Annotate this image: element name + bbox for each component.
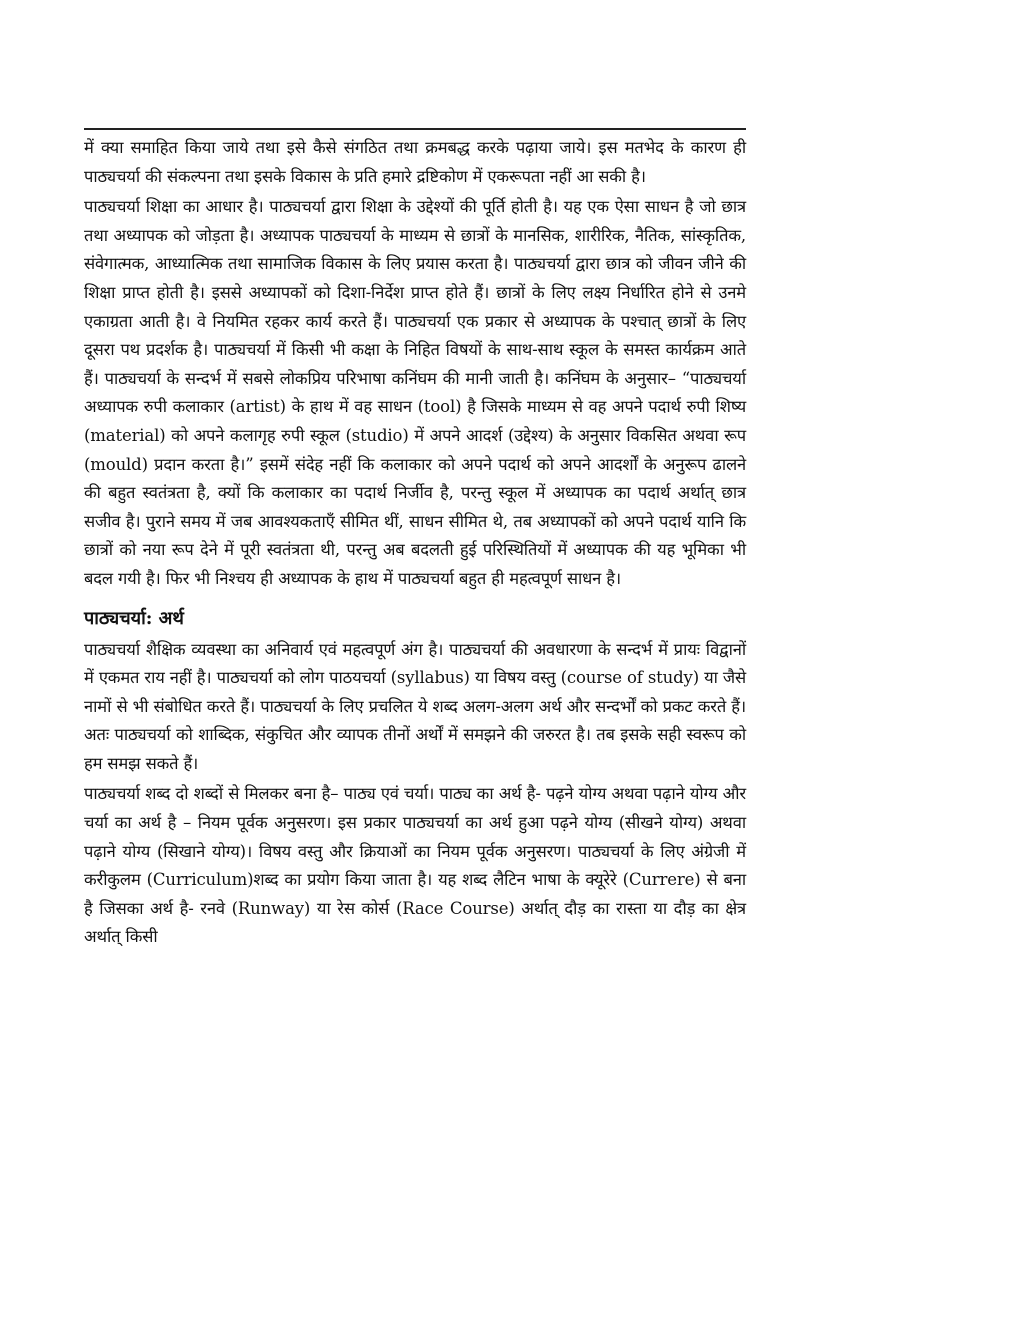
paragraph-meaning-1: पाठ्यचर्या शैक्षिक व्यवस्था का अनिवार्य एवं महत्वपूर्ण अंग है। पाठ्यचर्या की अवधारणा के सन्दर्भ में प्रायः विद्वानों में एकमत राय नहीं है। पाठ्यचर्या को लोग पाठयचर्या (syllabus) या विषय वस्तु (course of study) या जैसे नामों से भी संबोधित करते हैं। पाठ्यचर्या के लिए प्रचलित ये शब्द अलग-अलग अर्थ और सन्दर्भों को प्रकट करते हैं। अतः पाठ्यचर्या को शाब्दिक, संकुचित और व्यापक तीनों अर्थों में समझने की जरुरत है। तब इसके सही स्वरूप को हम समझ सकते हैं। [84,639,746,773]
section-heading-meaning: पाठ्यचर्या: अर्थ [84,607,184,629]
top-rule [84,128,746,130]
document-page [84,128,746,954]
paragraph-meaning-2: पाठ्यचर्या शब्द दो शब्दों से मिलकर बना है– पाठ्य एवं चर्या। पाठ्य का अर्थ है- पढ़ने योग्य अथवा पढ़ाने योग्य और चर्या का अर्थ है – नियम पूर्वक अनुसरण। इस प्रकार पाठ्यचर्या का अर्थ हुआ पढ़ने योग्य (सीखने योग्य) अथवा पढ़ाने योग्य (सिखाने योग्य)। विषय वस्तु और क्रियाओं का नियम पूर्वक अनुसरण। पाठ्यचर्या के लिए अंग्रेजी में करीकुलम (Curriculum)शब्द का प्रयोग किया जाता है। यह शब्द लैटिन भाषा के क्यूरेरे (Currere) से बना है जिसका अर्थ है- रनवे (Runway) या रेस कोर्स (Race Course) अर्थात् दौड़ का रास्ता या दौड़ का क्षेत्र अर्थात् किसी [84,784,746,947]
paragraph-importance: पाठ्यचर्या शिक्षा का आधार है। पाठ्यचर्या द्वारा शिक्षा के उद्देश्यों की पूर्ति होती है। यह एक ऐसा साधन है जो छात्र तथा अध्यापक को जोड़ता है। अध्यापक पाठ्यचर्या के माध्यम से छात्रों के मानसिक, शारीरिक, नैतिक, सांस्कृतिक, संवेगात्मक, आध्यात्मिक तथा सामाजिक विकास के लिए प्रयास करता है। पाठ्यचर्या द्वारा छात्र को जीवन जीने की शिक्षा प्राप्त होती है। इससे अध्यापकों को दिशा-निर्देश प्राप्त होते हैं। छात्रों के लिए लक्ष्य निर्धारित होने से उनमे एकाग्रता आती है। वे नियमित रहकर कार्य करते हैं। पाठ्यचर्या एक प्रकार से अध्यापक के पश्चात् छात्रों के लिए दूसरा पथ प्रदर्शक है। पाठ्यचर्या में किसी भी कक्षा के निहित विषयों के साथ-साथ स्कूल के समस्त कार्यक्रम आते हैं। पाठ्यचर्या के सन्दर्भ में सबसे लोकप्रिय परिभाषा कनिंघम की मानी जाती है। कनिंघम के अनुसार– “पाठ्यचर्या अध्यापक रुपी कलाकार (artist) के हाथ में वह साधन (tool) है जिसके माध्यम से वह अपने पदार्थ रुपी शिष्य (material) को अपने कलागृह रुपी स्कूल (studio) में अपने आदर्श (उद्देश्य) के अनुसार विकसित अथवा रूप (mould) प्रदान करता है।” इसमें संदेह नहीं कि कलाकार को अपने पदार्थ को अपने आदर्शों के अनुरूप ढालने की बहुत स्वतंत्रता है, क्यों कि कलाकार का पदार्थ निर्जीव है, परन्तु स्कूल में अध्यापक का पदार्थ अर्थात् छात्र सजीव है। पुराने समय में जब आवश्यकताएँ सीमित थीं, साधन सीमित थे, तब अध्यापकों को अपने पदार्थ यानि कि छात्रों को नया रूप देने में पूरी स्वतंत्रता थी, परन्तु अब बदलती हुई परिस्थितियों में अध्यापक की यह भूमिका भी बदल गयी है। फिर भी निश्चय ही अध्यापक के हाथ में पाठ्यचर्या बहुत ही महत्वपूर्ण साधन है। [84,197,746,588]
paragraph-continuation: में क्या समाहित किया जाये तथा इसे कैसे संगठित तथा क्रमबद्ध करके पढ़ाया जाये। इस मतभेद के कारण ही पाठ्यचर्या की संकल्पना तथा इसके विकास के प्रति हमारे द्रष्टिकोण में एकरूपता नहीं आ सकी है। [84,138,746,186]
